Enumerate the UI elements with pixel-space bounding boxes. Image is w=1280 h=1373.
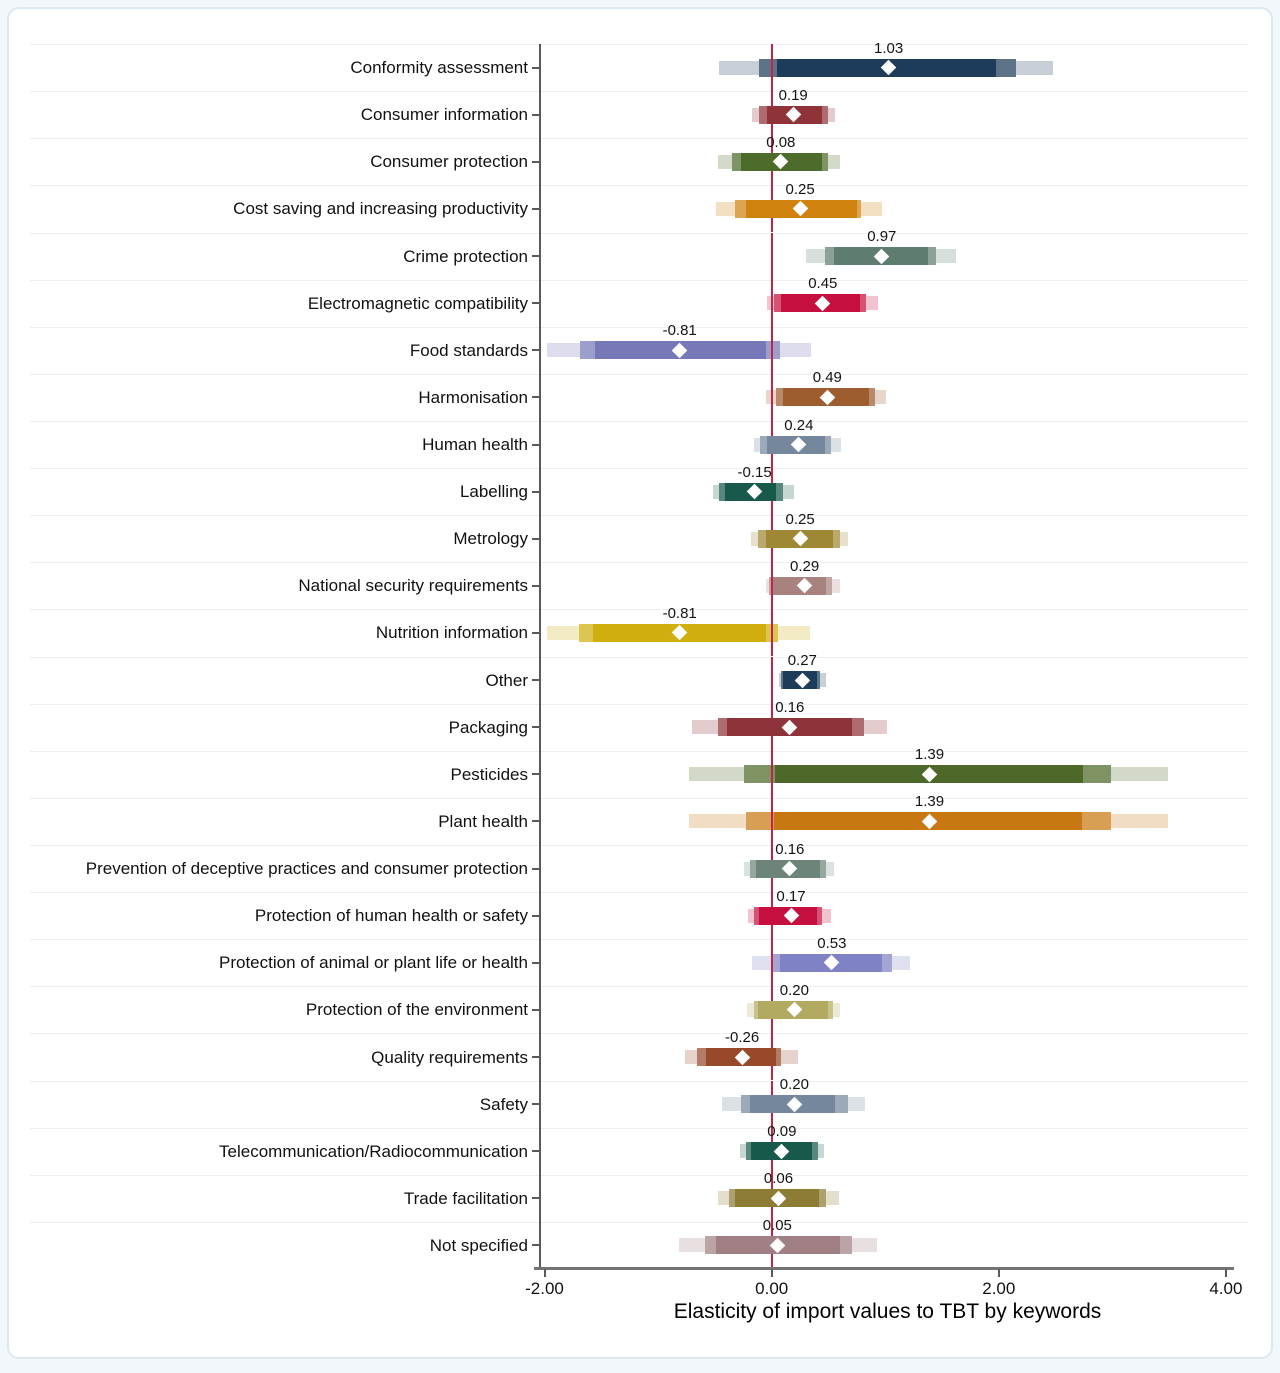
estimate-value-label: 0.20 xyxy=(779,1076,809,1094)
estimate-value-label: 0.49 xyxy=(812,369,842,387)
gridline xyxy=(30,986,1248,987)
estimate-value-label: 0.25 xyxy=(785,510,815,528)
gridline xyxy=(30,657,1248,658)
gridline xyxy=(30,1222,1248,1223)
category-label: Metrology xyxy=(453,529,528,549)
gridline xyxy=(30,1128,1248,1129)
estimate-value-label: 0.08 xyxy=(766,133,796,151)
zero-line-segment xyxy=(771,374,773,421)
category-label: Conformity assessment xyxy=(350,58,528,78)
estimate-value-label: -0.26 xyxy=(724,1029,760,1046)
x-tick-mark xyxy=(998,1269,1000,1277)
estimate-value-label: 1.03 xyxy=(873,39,904,57)
estimate-value-label: 0.25 xyxy=(785,180,815,198)
estimate-value-label: 0.19 xyxy=(778,86,808,104)
gridline xyxy=(30,138,1248,139)
estimate-value-label: 0.16 xyxy=(775,840,805,858)
category-label: Protection of human health or safety xyxy=(254,906,528,926)
x-tick-mark xyxy=(771,1269,773,1277)
estimate-value-label: 1.39 xyxy=(914,746,945,764)
estimate-value-label: -0.81 xyxy=(662,604,697,622)
gridline xyxy=(30,1081,1248,1082)
category-label: Consumer information xyxy=(360,105,528,125)
x-tick-label: 2.00 xyxy=(982,1279,1016,1298)
zero-line-segment xyxy=(771,44,773,91)
estimate-value-label: -0.81 xyxy=(662,322,697,340)
estimate-value-label: 0.97 xyxy=(867,228,897,245)
zero-line-segment xyxy=(771,280,773,327)
gridline xyxy=(30,515,1248,516)
zero-line-segment xyxy=(771,233,773,280)
gridline xyxy=(30,939,1248,940)
gridline xyxy=(30,44,1248,45)
gridline xyxy=(30,704,1248,705)
x-axis-title: Elasticity of import values to TBT by keywords xyxy=(673,1300,1102,1323)
x-tick-label: 4.00 xyxy=(1209,1279,1243,1298)
category-label: Trade facilitation xyxy=(403,1188,528,1208)
gridline xyxy=(30,798,1248,799)
category-label: Nutrition information xyxy=(375,623,528,643)
x-tick-label: 0.00 xyxy=(755,1279,789,1298)
estimate-value-label: 0.24 xyxy=(784,416,814,434)
category-label: Packaging xyxy=(448,717,528,737)
x-tick-mark xyxy=(1225,1269,1227,1277)
zero-line-segment xyxy=(771,751,773,798)
category-label: Consumer protection xyxy=(370,152,528,172)
gridline xyxy=(30,751,1248,752)
gridline xyxy=(30,233,1248,234)
category-label: Crime protection xyxy=(403,246,528,266)
category-label: Electromagnetic compatibility xyxy=(307,293,528,313)
category-label: Harmonisation xyxy=(418,387,528,407)
gridline xyxy=(30,1175,1248,1176)
category-label: Labelling xyxy=(459,482,528,502)
category-label: Safety xyxy=(479,1094,528,1114)
estimate-value-label: 0.29 xyxy=(789,557,820,575)
category-label: Not specified xyxy=(429,1235,528,1255)
estimate-value-label: 0.45 xyxy=(808,275,838,293)
category-label: Protection of animal or plant life or health xyxy=(218,953,528,973)
gridline xyxy=(30,91,1248,92)
estimate-value-label: 0.16 xyxy=(775,699,805,717)
category-label: Human health xyxy=(422,435,528,454)
estimate-value-label: -0.15 xyxy=(737,463,772,481)
gridline xyxy=(30,185,1248,186)
estimate-value-label: 0.06 xyxy=(763,1170,794,1188)
estimate-value-label: 0.20 xyxy=(779,981,809,999)
zero-line-segment xyxy=(771,939,773,986)
category-label: Protection of the environment xyxy=(305,1000,528,1020)
gridline xyxy=(30,374,1248,375)
estimate-value-label: 0.53 xyxy=(817,934,847,952)
zero-line-segment xyxy=(771,798,773,845)
zero-line-segment xyxy=(771,327,773,374)
gridline xyxy=(30,421,1248,422)
estimate-value-label: 0.05 xyxy=(762,1217,792,1235)
category-label: Quality requirements xyxy=(371,1047,528,1067)
category-label: Telecommunication/Radiocommunication xyxy=(219,1141,528,1161)
category-label: Other xyxy=(485,670,528,690)
estimate-value-label: 0.27 xyxy=(787,652,817,670)
x-axis-line xyxy=(534,1267,1234,1270)
gridline xyxy=(30,892,1248,893)
gridline xyxy=(30,280,1248,281)
estimate-value-label: 0.09 xyxy=(767,1123,797,1141)
y-axis-line xyxy=(539,44,541,1269)
gridline xyxy=(30,845,1248,846)
category-label: Pesticides xyxy=(450,764,528,784)
category-label: Cost saving and increasing productivity xyxy=(233,199,528,219)
zero-line-segment xyxy=(771,609,773,656)
category-label: Plant health xyxy=(438,811,528,831)
x-tick-mark xyxy=(544,1269,546,1277)
category-label: Prevention of deceptive practices and consumer protection xyxy=(85,859,528,878)
gridline xyxy=(30,468,1248,469)
estimate-value-label: 0.17 xyxy=(776,887,806,905)
gridline xyxy=(30,1033,1248,1034)
x-tick-label: -2.00 xyxy=(525,1279,564,1298)
estimate-value-label: 1.39 xyxy=(914,793,945,811)
category-label: National security requirements xyxy=(298,576,528,596)
category-label: Food standards xyxy=(409,340,528,360)
gridline xyxy=(30,562,1248,563)
